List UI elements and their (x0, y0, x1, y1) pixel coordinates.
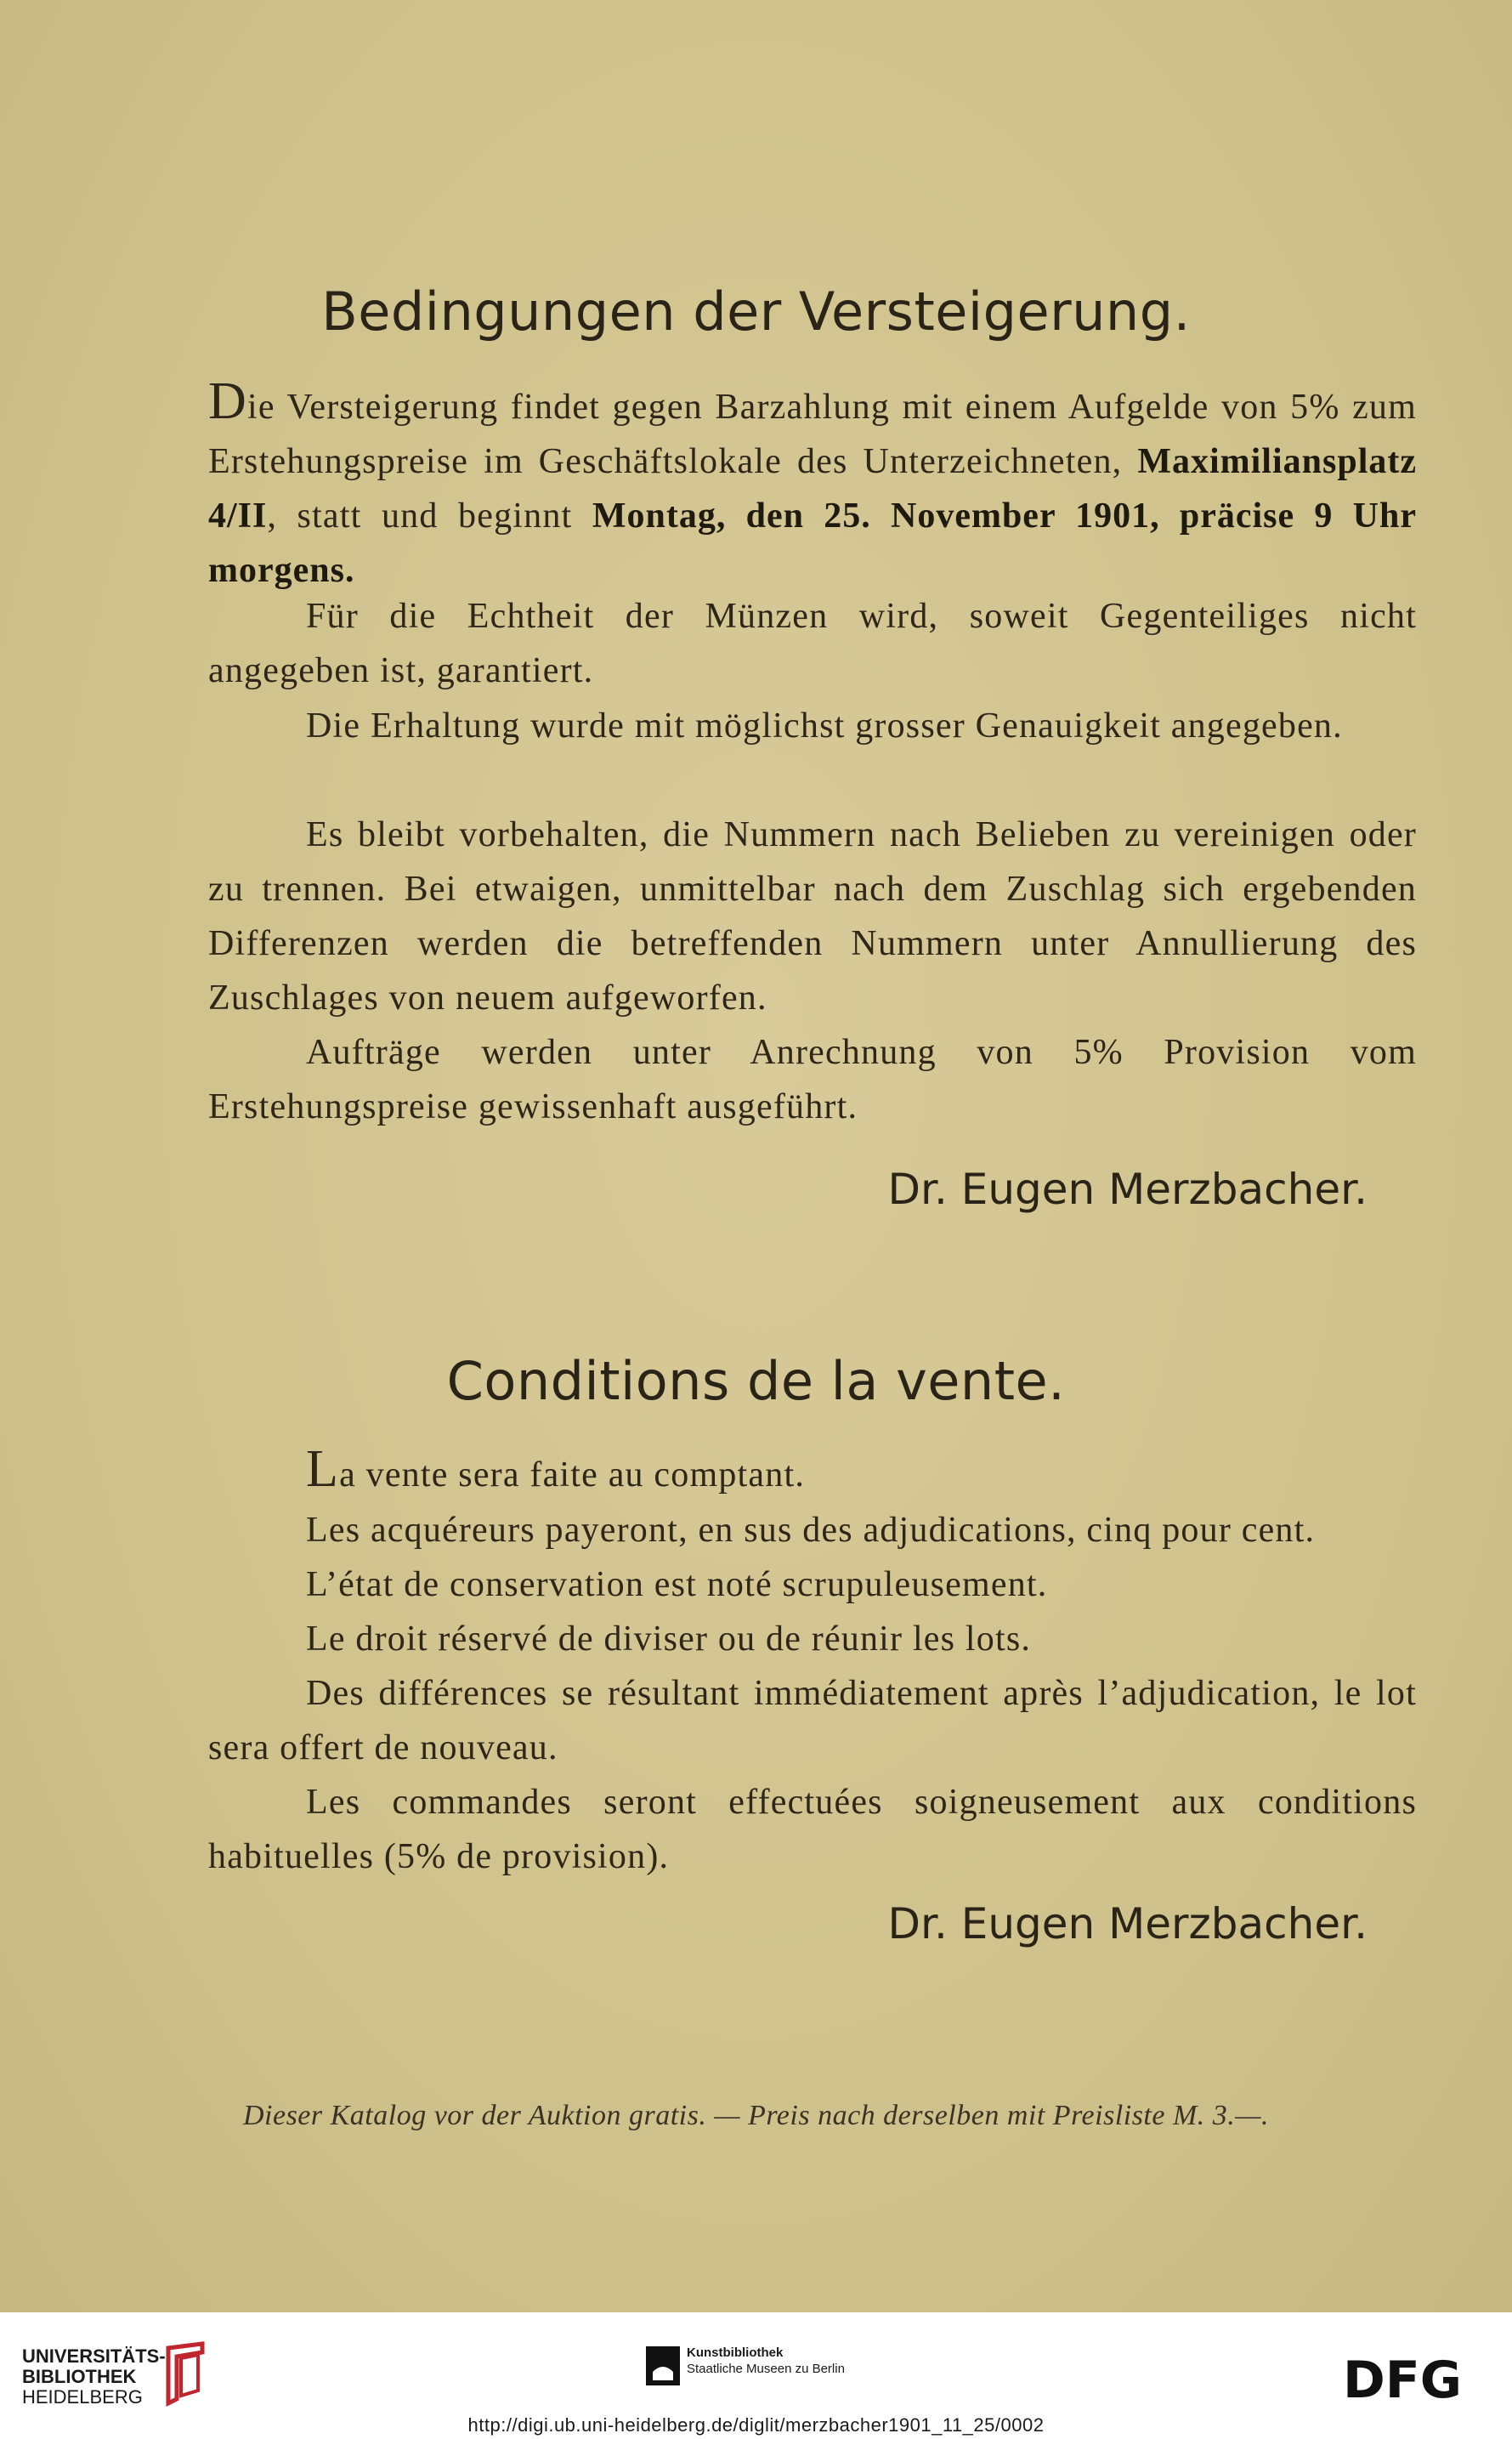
french-paragraph-5: Des différences se résultant immédiatement après l’adjudication, le lot sera offert de nouveau. (208, 1674, 1417, 1767)
uni-line-3: HEIDELBERG (22, 2386, 143, 2408)
auction-date: Montag, den 25. November 1901, präcise 9 Uhr morgens. (208, 496, 1417, 590)
drop-cap: L (306, 1440, 340, 1498)
french-paragraph-6: Les commandes seront effectuées soigneusement aux conditions habituelles (5% de provision). (208, 1783, 1417, 1876)
dfg-logo (1343, 2353, 1487, 2404)
german-paragraph-1-text-a: ie Versteigerung findet gegen Barzahlung mit einem Aufgelde von 5% zum Erstehungspreise im Geschäftslokale des Unterzeichneten, (208, 388, 1417, 481)
german-paragraph-1 (208, 374, 1417, 598)
uni-line-2: BIBLIOTHEK (22, 2366, 137, 2387)
kb-line-2: Staatliche Museen zu Berlin (687, 2362, 845, 2376)
german-paragraph-1-text-b: , statt und beginnt (267, 496, 592, 536)
kunstbibliothek-logo-icon (646, 2346, 680, 2385)
digitization-footer (0, 2312, 1512, 2439)
french-paragraph-3: L’état de conservation est noté scrupuleusement. (306, 1565, 1048, 1604)
french-paragraph-1-text: a vente sera faite au comptant. (339, 1455, 806, 1495)
kunstbibliothek-label (687, 2345, 845, 2377)
drop-cap: D (208, 372, 247, 430)
german-paragraph-5: Aufträge werden unter Anrechnung von 5% Provision vom Erstehungspreise gewissenhaft ausgeführt. (208, 1033, 1417, 1126)
french-paragraph-1 (208, 1442, 1417, 1502)
german-paragraph-2: Für die Echtheit der Münzen wird, soweit Gegenteiliges nicht angegeben ist, garantiert. (208, 597, 1417, 690)
uni-line-1: UNIVERSITÄTS- (22, 2345, 166, 2367)
german-title: Bedingungen der Versteigerung. (321, 281, 1191, 343)
french-paragraph-4: Le droit réservé de diviser ou de réunir les lots. (306, 1619, 1032, 1659)
german-signature: Dr. Eugen Merzbacher. (887, 1165, 1368, 1214)
dfg-logo-text: DFG (1343, 2353, 1463, 2404)
source-url[interactable]: http://digi.ub.uni-heidelberg.de/diglit/merzbacher1901_11_25/0002 (467, 2414, 1045, 2436)
german-paragraph-4: Es bleibt vorbehalten, die Nummern nach Belieben zu vereinigen oder zu trennen. Bei etwaigen, unmittelbar nach dem Zuschlag sich ergebenden Differenzen werden die betreffenden Nummern unter Annullierung des Zuschlages von neuem aufgeworfen. (208, 815, 1417, 1018)
french-paragraph-2: Les acquéreurs payeront, en sus des adjudications, cinq pour cent. (306, 1511, 1316, 1550)
kb-line-1: Kunstbibliothek (687, 2345, 784, 2360)
french-signature: Dr. Eugen Merzbacher. (887, 1899, 1368, 1948)
french-title: Conditions de la vente. (446, 1350, 1066, 1412)
auction-address: Maximiliansplatz 4/II (208, 442, 1417, 536)
catalog-price-note: Dieser Katalog vor der Auktion gratis. — Preis nach derselben mit Preisliste M. 3.—. (242, 2100, 1270, 2131)
library-emblem-icon (151, 2340, 211, 2408)
german-paragraph-3: Die Erhaltung wurde mit möglichst grosser Genauigkeit angegeben. (306, 706, 1343, 746)
university-library-logo (22, 2346, 166, 2408)
